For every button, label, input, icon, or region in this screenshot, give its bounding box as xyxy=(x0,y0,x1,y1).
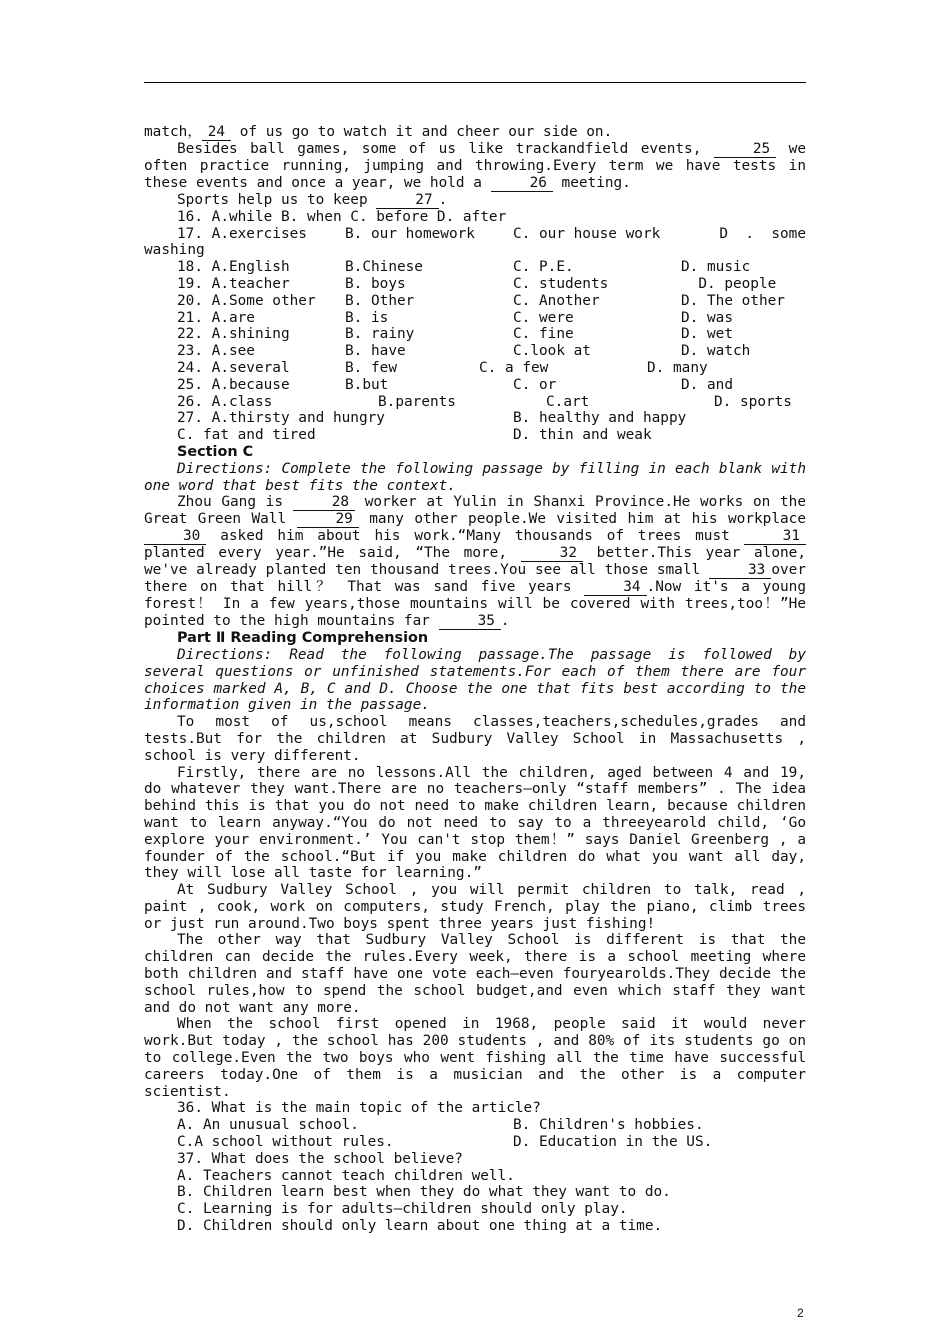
section-c-directions: Directions: Complete the following passage by filling in each blank with one word that best fits the context. xyxy=(144,460,806,494)
question-37-option-b: B. Children learn best when they do what they want to do. xyxy=(177,1184,671,1201)
option-row-17: 17. A.exercises B. our homework C. our house work D . some xyxy=(177,225,806,242)
option-row: 18. A.English B.Chinese C. P.E. D. music xyxy=(177,259,751,276)
part-2-heading: Part Ⅱ Reading Comprehension xyxy=(177,630,429,647)
part-2-directions: Directions: Read the following passage.The passage is followed by several questions or unfinished statements.For each of them there are four choices marked A, B, C and D. Choose the one that fits best according to the information given in the passage. xyxy=(144,646,806,714)
question-36-options-cd: C.A school without rules. D. Education in the US. xyxy=(177,1134,713,1151)
blank-34: 34 xyxy=(584,580,646,596)
blank-30: 30 xyxy=(144,529,206,545)
blank-28: 28 xyxy=(293,495,355,511)
option-rows-18-23 xyxy=(144,259,806,360)
option-row-24: 24. A.several B. few C. a few D. many xyxy=(177,359,708,376)
question-37-option-a: A. Teachers cannot teach children well. xyxy=(177,1167,515,1184)
blank-35: 35 xyxy=(439,614,501,630)
document-body xyxy=(144,124,806,1235)
question-37-option-c: C. Learning is for adults—children should only play. xyxy=(177,1201,628,1218)
option-row-27: 27. A.thirsty and hungry B. healthy and happy xyxy=(177,410,687,427)
option-row: 20. A.Some other B. Other C. Another D. The other xyxy=(177,292,785,309)
option-row: 19. A.teacher B. boys C. students D. people xyxy=(177,275,777,292)
option-row-26: 26. A.class B.parents C.art D. sports xyxy=(177,393,792,410)
passage-line: Sports help us to keep 27 . xyxy=(177,191,448,208)
option-row-27b: C. fat and tired D. thin and weak xyxy=(177,427,652,444)
blank-31: 31 xyxy=(744,529,806,545)
reading-paragraph: At Sudbury Valley School , you will permit children to talk, read , paint , cook, work on computers, study French, play the piano, climb trees or just run around.Two boys spent three years just fishing! xyxy=(144,882,806,932)
reading-paragraph: When the school first opened in 1968, people said it would never work.But today , the school has 200 students , and 80% of its students go on to college.Even the two boys who went fishing all the time have successful careers today.One of them is a musician and the other is a computer scientist. xyxy=(144,1016,806,1100)
blank-32: 32 xyxy=(521,546,583,562)
section-c-heading: Section C xyxy=(177,443,254,460)
reading-paragraph: Firstly, there are no lessons.All the children, aged between 4 and 19, do whatever they want.There are no teachers—only “staff members” . The idea behind this is that you do not need to make children learn, because children want to learn anyway.“You do not need to say to a threeyearold child, ‘Go explore your environment.’ You can't stop them！” says Daniel Greenberg , a founder of the school.“But if you make children do what you want all day, they will lose all taste for learning.” xyxy=(144,764,806,882)
reading-paragraph: To most of us,school means classes,teachers,schedules,grades and tests.But for the children at Sudbury Valley School in Massachusetts , school is very different. xyxy=(144,714,806,764)
option-row-17-tail: washing xyxy=(144,242,205,259)
option-row: 21. A.are B. is C. were D. was xyxy=(177,309,733,326)
question-37: 37. What does the school believe? xyxy=(177,1150,463,1167)
blank-27: 27 xyxy=(376,193,438,209)
question-36-options-ab: A. An unusual school. B. Children's hobbies. xyxy=(177,1117,704,1134)
passage-paragraph: Besides ball games, some of us like trackandfield events, 25 we often practice running, jumping and throwing.Every term we have tests in these events and once a year, we hold a 26 meeting. xyxy=(144,141,806,191)
blank-24: 24 xyxy=(202,125,231,141)
question-37-option-d: D. Children should only learn about one thing at a time. xyxy=(177,1218,663,1235)
blank-26: 26 xyxy=(491,176,553,192)
blank-33: 33 xyxy=(709,563,771,579)
question-36: 36. What is the main topic of the article? xyxy=(177,1100,541,1117)
option-row: 22. A.shining B. rainy C. fine D. wet xyxy=(177,326,733,343)
section-c-passage: Zhou Gang is 28 worker at Yulin in Shanxi Province.He works on the Great Green Wall 29 many other people.We visited him at his workplace 30 asked him about his work.“Many thousands of trees must 31 planted every year.”He said, “The more, 32 better.This year alone, we've already planted ten thousand trees.You see all those small 33 over there on that hill？ That was sand five years 34 .Now it's a young forest！ In a few years,those mountains will be covered with trees,too！”He pointed to the high mountains far 35 . xyxy=(144,494,807,630)
option-row: 23. A.see B. have C.look at D. watch xyxy=(177,343,751,360)
header-rule xyxy=(144,82,806,83)
blank-29: 29 xyxy=(297,512,359,528)
option-row-16: 16. A.while B. when C. before D. after xyxy=(177,208,507,225)
blank-25: 25 xyxy=(714,142,776,158)
reading-paragraph: The other way that Sudbury Valley School is different is that the children can decide the rules.Every week, there is a school meeting where both children and staff have one vote each—even fouryearolds.They decide the school rules,how to spend the school budget,and even which staff they want and do not want any more. xyxy=(144,932,806,1016)
passage-line: match， 24 of us go to watch it and cheer our side on. xyxy=(144,124,613,140)
option-row-25: 25. A.because B.but C. or D. and xyxy=(177,376,733,393)
page-number: 2 xyxy=(797,1306,804,1320)
